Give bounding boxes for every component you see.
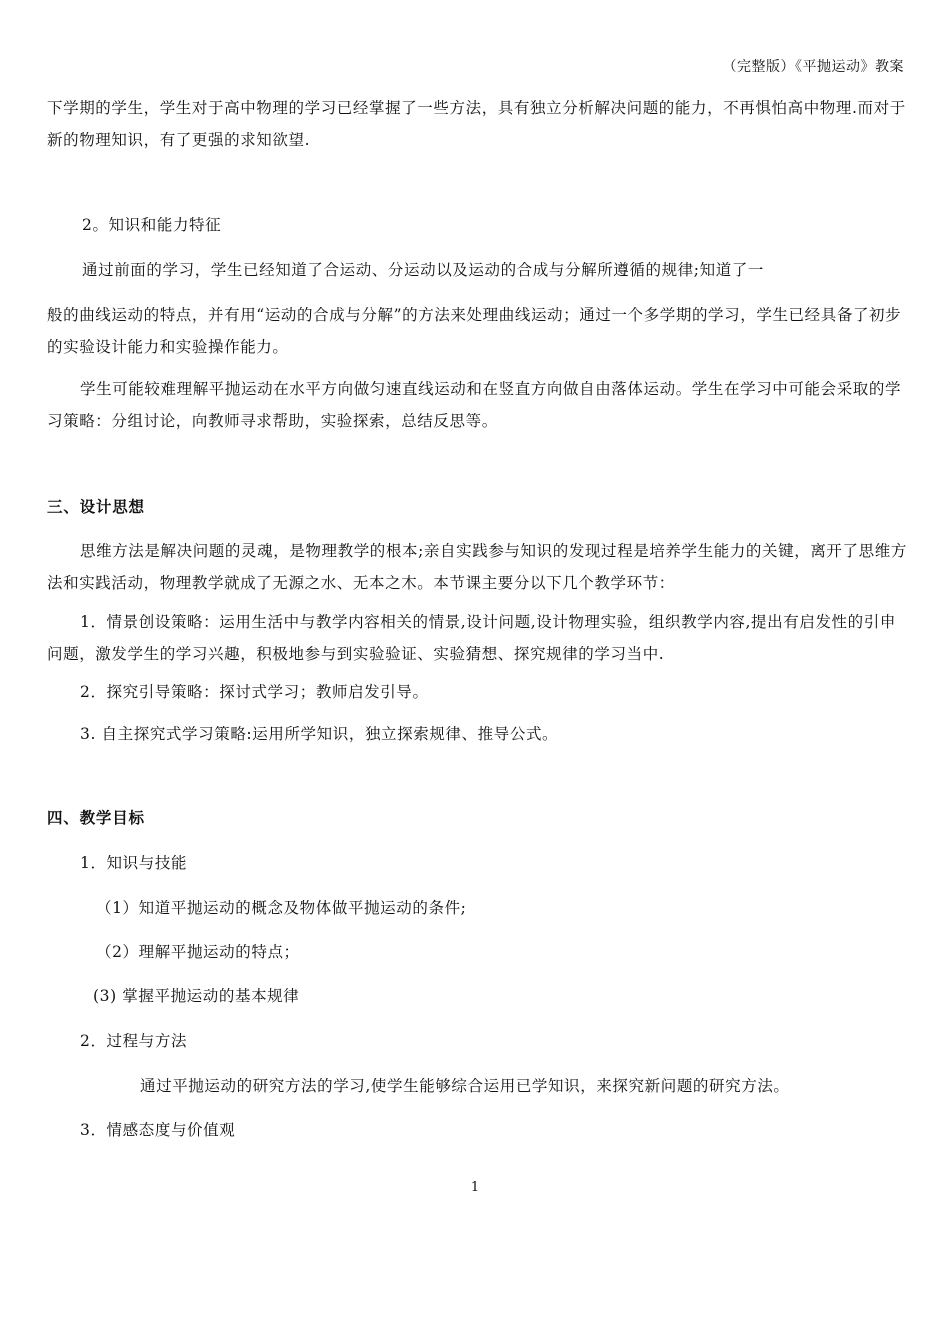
page-number: 1 [470, 1180, 480, 1195]
goal-process-method: 2．过程与方法 [80, 1032, 188, 1050]
section-heading-design: 三、设计思想 [47, 497, 145, 516]
goal-knowledge-skills: 1．知识与技能 [80, 854, 188, 872]
goal-emotion-values: 3．情感态度与价值观 [80, 1121, 236, 1139]
section-heading-goals: 四、教学目标 [47, 808, 145, 827]
goal-item-1: （1）知道平抛运动的概念及物体做平抛运动的条件; [96, 899, 467, 917]
design-item-3: 3. 自主探究式学习策略:运用所学知识，独立探索规律、推导公式。 [80, 725, 559, 743]
design-intro-paragraph: 思维方法是解决问题的灵魂，是物理教学的根本;亲自实践参与知识的发现过程是培养学生能力的关键，离开了思维方法和实践活动，物理教学就成了无源之水、无本之木。本节课主要分以下几个教学环节： [47, 542, 907, 592]
knowledge-ability-title: 2。知识和能力特征 [82, 216, 222, 234]
design-item-1: 1．情景创设策略：运用生活中与教学内容相关的情景,设计问题,设计物理实验，组织教学内容,提出有启发性的引申问题，激发学生的学习兴趣，积极地参与到实验验证、实验猜想、探究规律的学习当中. [47, 613, 896, 663]
goal-item-2: （2）理解平抛运动的特点； [96, 943, 300, 961]
page-header: （完整版）《平抛运动》教案 [722, 59, 904, 75]
learning-strategy-paragraph: 学生可能较难理解平抛运动在水平方向做匀速直线运动和在竖直方向做自由落体运动。学生在学习中可能会采取的学习策略：分组讨论，向教师寻求帮助，实验探索，总结反思等。 [47, 380, 902, 430]
goal-item-3: (3) 掌握平抛运动的基本规律 [93, 987, 300, 1005]
knowledge-paragraph-line1: 通过前面的学习，学生已经知道了合运动、分运动以及运动的合成与分解所遵循的规律;知道了一 [82, 261, 765, 279]
knowledge-paragraph-rest: 般的曲线运动的特点，并有用“运动的合成与分解”的方法来处理曲线运动；通过一个多学期的学习，学生已经具备了初步的实验设计能力和实验操作能力。 [47, 306, 902, 356]
intro-paragraph: 下学期的学生，学生对于高中物理的学习已经掌握了一些方法，具有独立分析解决问题的能力，不再惧怕高中物理.而对于新的物理知识，有了更强的求知欲望. [47, 99, 906, 149]
goal-process-method-text: 通过平抛运动的研究方法的学习,使学生能够综合运用已学知识，来探究新问题的研究方法。 [140, 1077, 790, 1095]
design-item-2: 2．探究引导策略：探讨式学习；教师启发引导。 [80, 683, 429, 701]
